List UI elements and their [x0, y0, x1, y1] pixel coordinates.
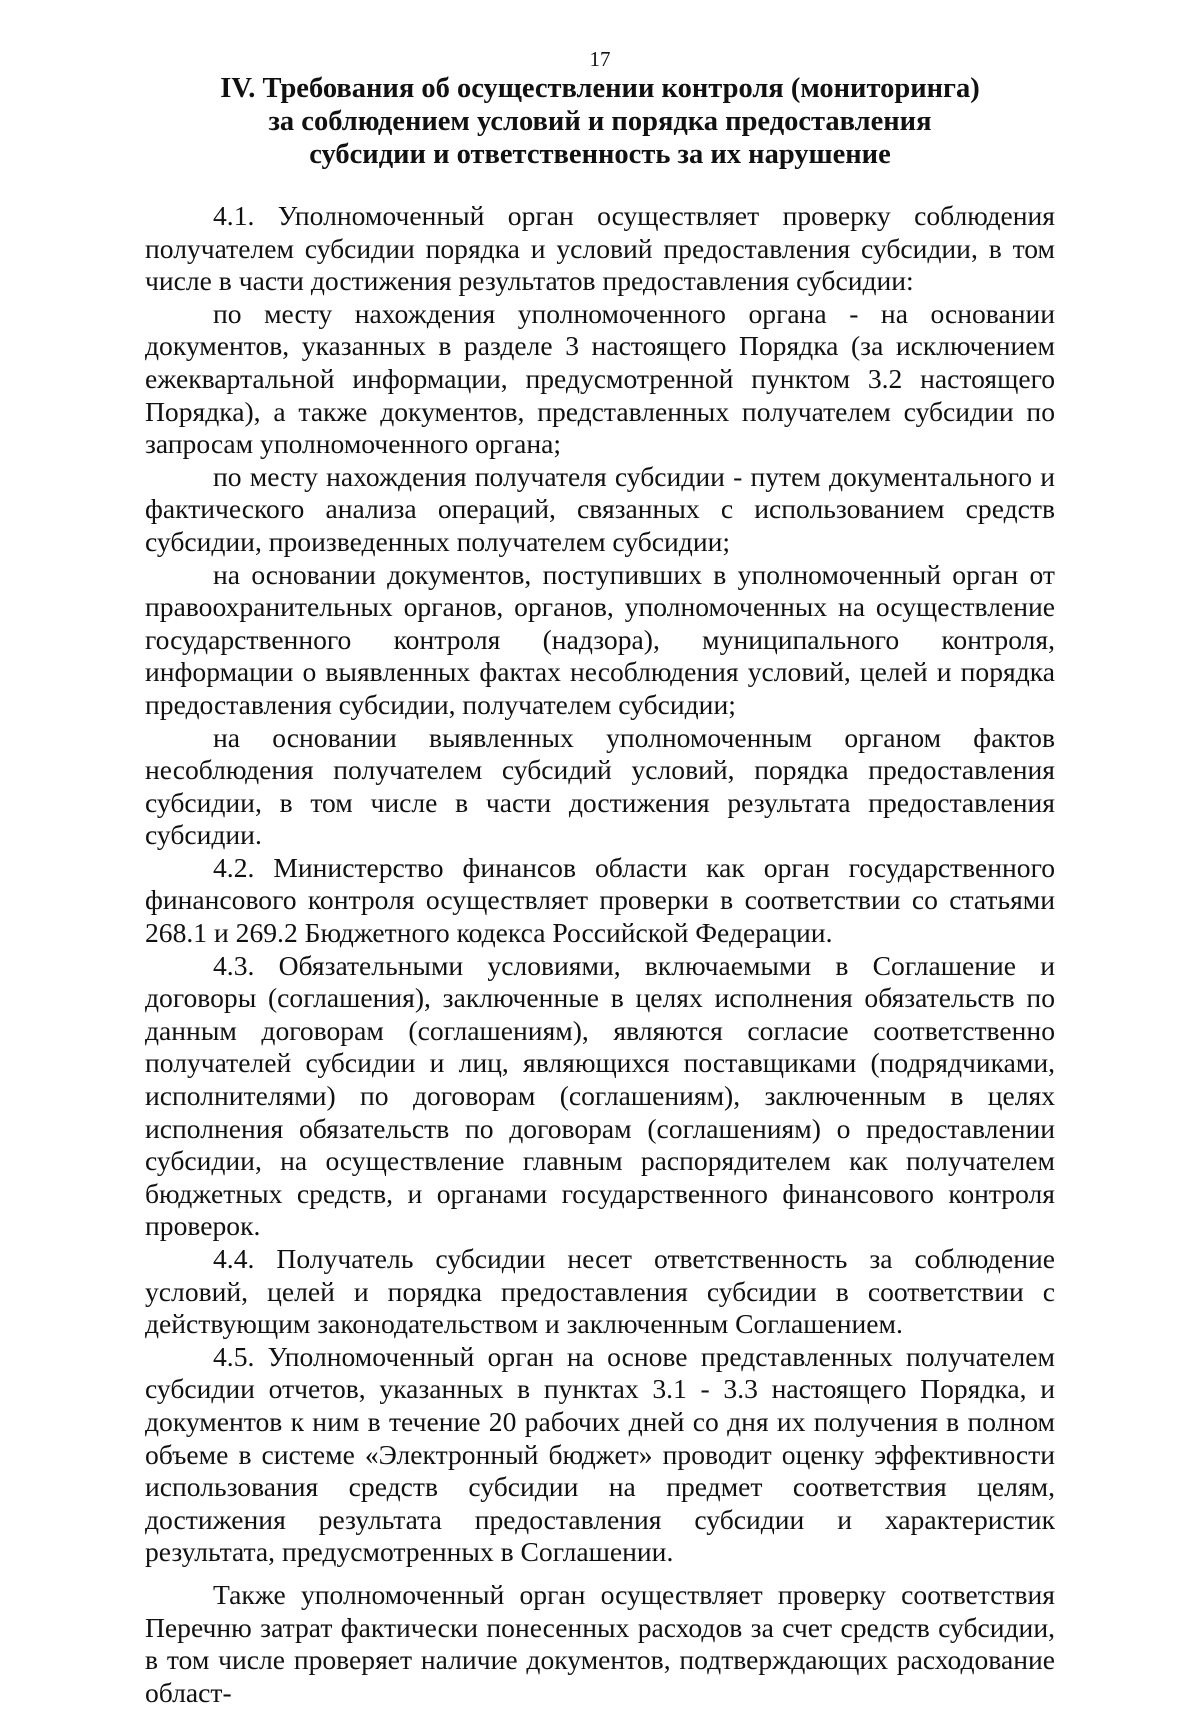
heading-line-3: субсидии и ответственность за их нарушение [309, 139, 891, 170]
paragraph-4-1: 4.1. Уполномоченный орган осуществляет проверку соблюдения получателем субсидии порядка и условий предоставления субсидии, в том числе в части достижения результатов предоставления субсидии: [145, 200, 1055, 297]
paragraph-4-1-item-1: по месту нахождения уполномоченного органа - на основании документов, указанных в разделе 3 настоящего Порядка (за исключением ежеквартальной информации, предусмотренной пунктом 3.2 настоящего Порядка), а также документов, представленных получателем субсидии по запросам уполномоченного органа; [145, 297, 1055, 460]
heading-line-1: IV. Требования об осуществлении контроля (мониторинга) [220, 73, 980, 104]
paragraph-4-3: 4.3. Обязательными условиями, включаемыми в Соглашение и договоры (соглашения), заключенные в целях исполнения обязательств по данным договорам (соглашениям), являются согласие соответственно получателей субсидии и лиц, являющихся поставщиками (подрядчиками, исполнителями) по договорам (соглашениям), заключенным в целях исполнения обязательств по договорам (соглашениям) о предоставлении субсидии, на осуществление главным распорядителем как получателем бюджетных средств, и органами государственного финансового контроля проверок. [145, 949, 1055, 1242]
paragraph-4-1-item-4: на основании выявленных уполномоченным органом фактов несоблюдения получателем субсидий условий, порядка предоставления субсидии, в том числе в части достижения результата предоставления субсидии. [145, 721, 1055, 851]
paragraph-4-1-item-2: по месту нахождения получателя субсидии - путем документального и фактического анализа операций, связанных с использованием средств субсидии, произведенных получателем субсидии; [145, 460, 1055, 557]
section-heading [150, 72, 1050, 171]
page-number: 17 [589, 47, 611, 71]
paragraph-4-5: 4.5. Уполномоченный орган на основе представленных получателем субсидии отчетов, указанных в пунктах 3.1 - 3.3 настоящего Порядка, и документов к ним в течение 20 рабочих дней со дня их получения в полном объеме в системе «Электронный бюджет» проводит оценку эффективности использования средств субсидии на предмет соответствия целям, достижения результата предоставления субсидии и характеристик результата, предусмотренных в Соглашении. [145, 1340, 1055, 1568]
heading-line-2: за соблюдением условий и порядка предоставления [268, 106, 932, 137]
paragraph-4-1-item-3: на основании документов, поступивших в уполномоченный орган от правоохранительных органов, органов, уполномоченных на осуществление государственного контроля (надзора), муниципального контроля, информации о выявленных фактах несоблюдения условий, целей и порядка предоставления субсидии, получателем субсидии; [145, 558, 1055, 720]
paragraph-4-2: 4.2. Министерство финансов области как орган государственного финансового контроля осуществляет проверки в соответствии со статьями 268.1 и 269.2 Бюджетного кодекса Российской Федерации. [145, 851, 1055, 949]
body-text [145, 200, 1055, 1709]
paragraph-4-4: 4.4. Получатель субсидии несет ответственность за соблюдение условий, целей и порядка предоставления субсидии в соответствии с действующим законодательством и заключенным Соглашением. [145, 1243, 1055, 1340]
paragraph-4-5-continuation: Также уполномоченный орган осуществляет проверку соответствия Перечню затрат фактически понесенных расходов за счет средств субсидии, в том числе проверяет наличие документов, подтверждающих расходование област- [145, 1578, 1055, 1708]
